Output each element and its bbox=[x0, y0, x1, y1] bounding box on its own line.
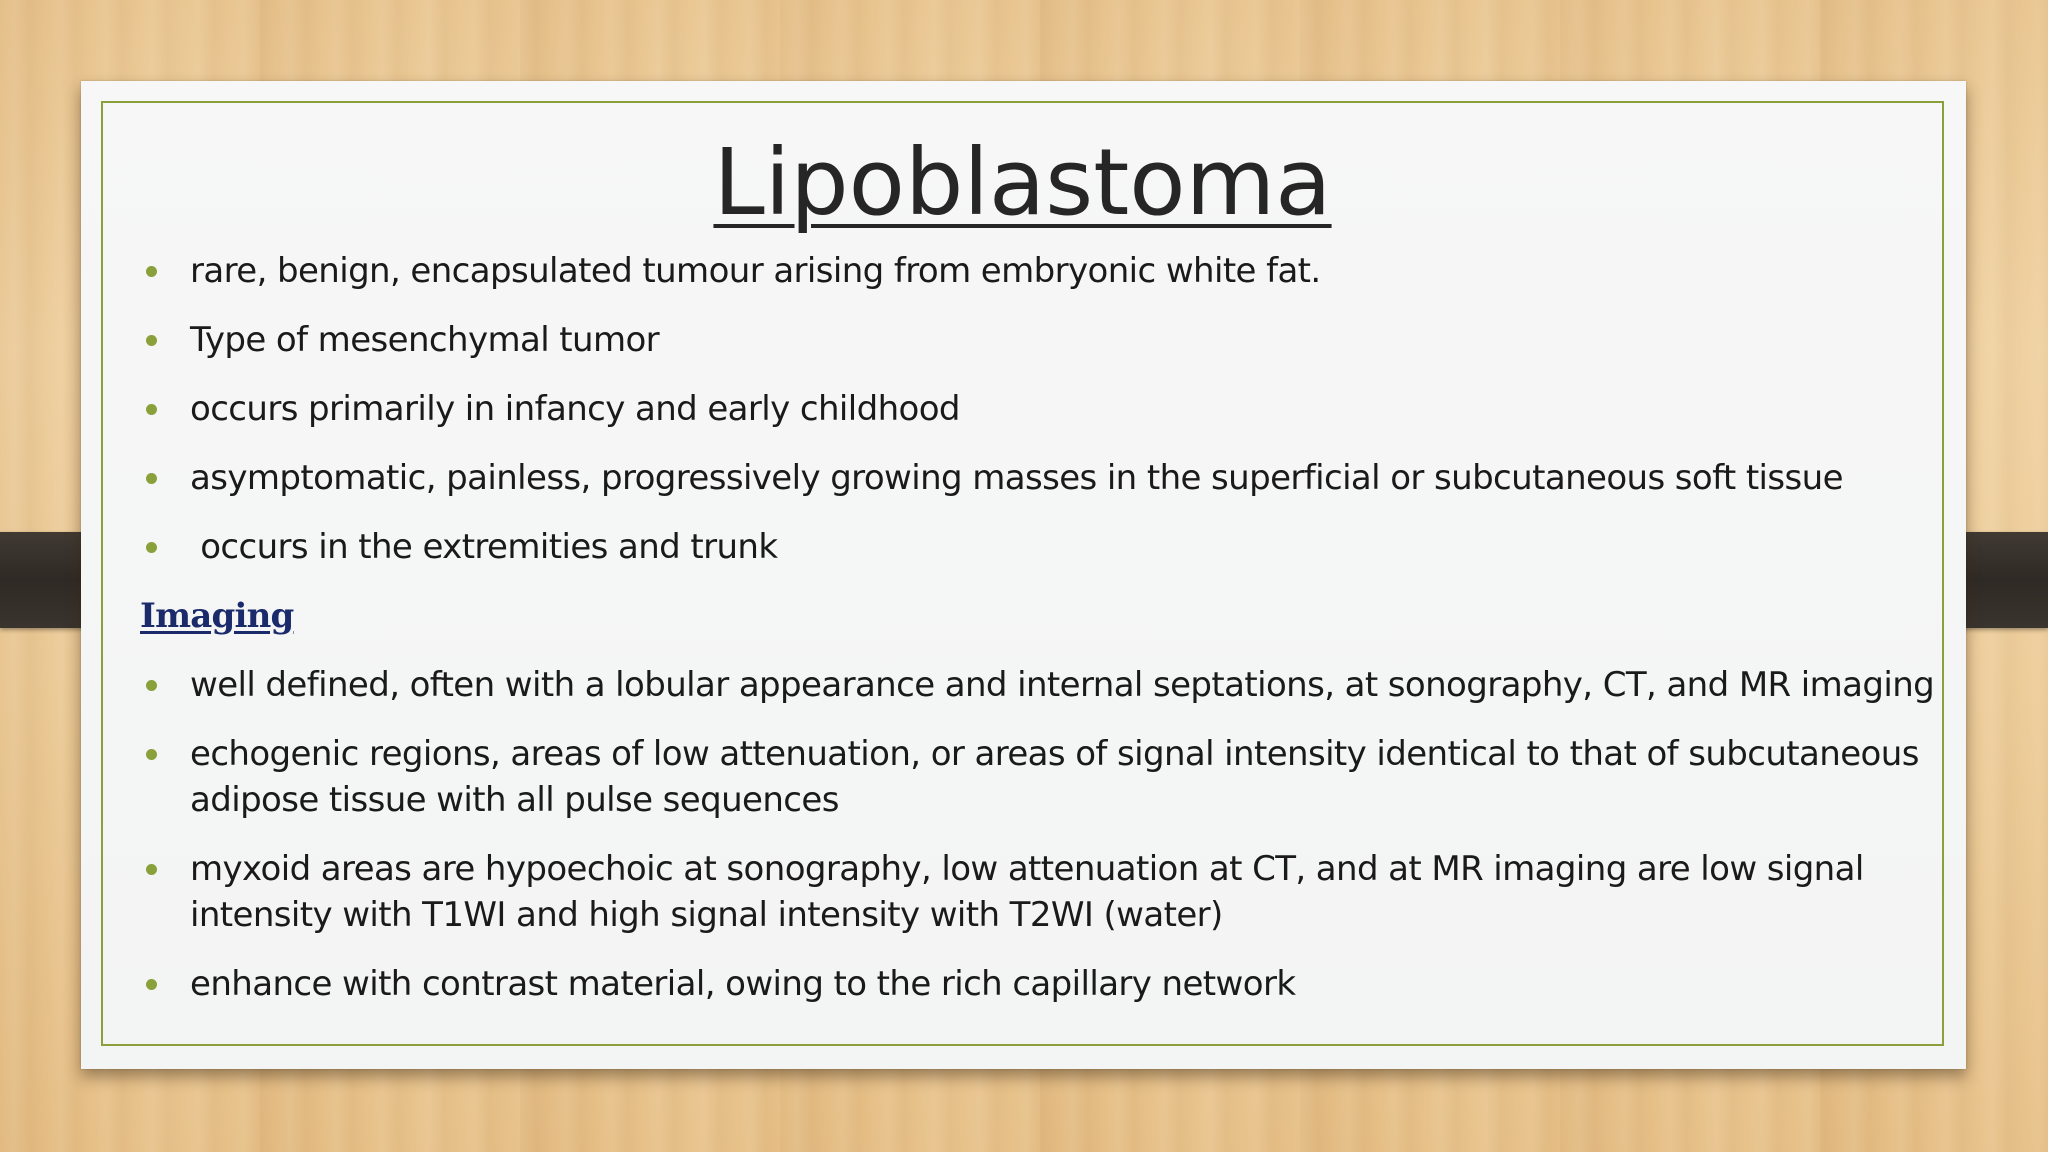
slide-title bbox=[101, 128, 1944, 238]
bullet-item: well defined, often with a lobular appearance and internal septations, at sonography, CT, and MR imaging bbox=[140, 662, 1940, 708]
bullet-item: echogenic regions, areas of low attenuation, or areas of signal intensity identical to that of subcutaneous adipose tissue with all pulse sequences bbox=[140, 731, 1940, 823]
bullet-item: enhance with contrast material, owing to the rich capillary network bbox=[140, 961, 1940, 1007]
bullet-item: rare, benign, encapsulated tumour arising from embryonic white fat. bbox=[140, 248, 1940, 294]
slide-title-text: Lipoblastoma bbox=[713, 129, 1332, 236]
slide-content bbox=[140, 248, 1940, 1007]
bullet-item: occurs in the extremities and trunk bbox=[140, 524, 1940, 570]
bullet-item: Type of mesenchymal tumor bbox=[140, 317, 1940, 363]
section-heading-imaging: Imaging bbox=[140, 596, 294, 636]
bullet-item: myxoid areas are hypoechoic at sonography, low attenuation at CT, and at MR imaging are low signal intensity with T1WI and high signal intensity with T2WI (water) bbox=[140, 846, 1940, 938]
bullet-item: occurs primarily in infancy and early childhood bbox=[140, 386, 1940, 432]
bullet-item: asymptomatic, painless, progressively growing masses in the superficial or subcutaneous soft tissue bbox=[140, 455, 1940, 501]
